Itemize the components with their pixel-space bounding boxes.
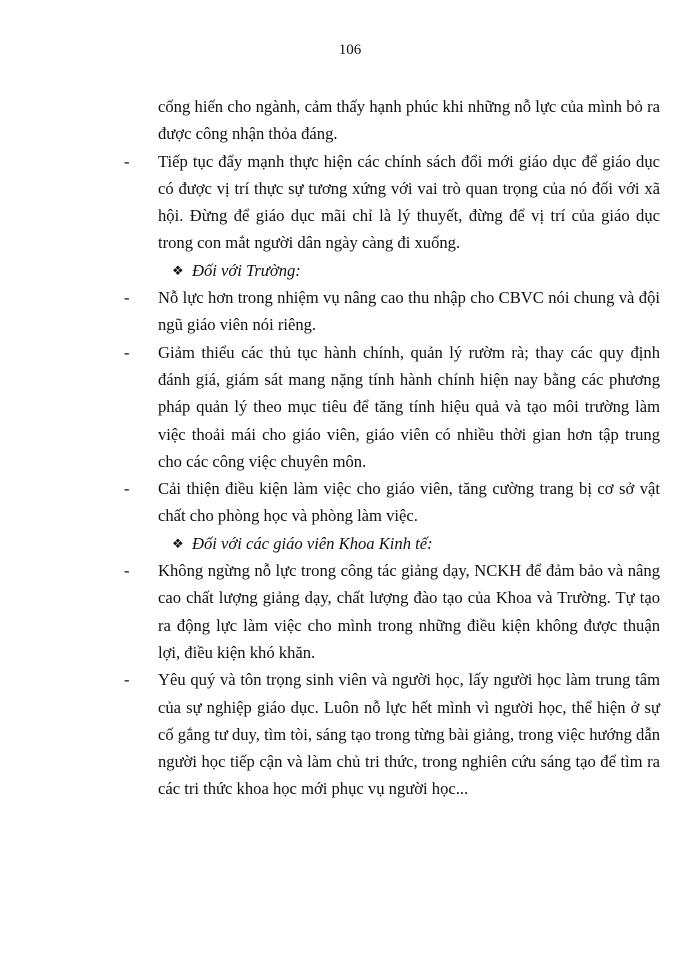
paragraph-text: Không ngừng nỗ lực trong công tác giảng dạy, NCKH để đảm bảo và nâng cao chất lượng giảng dạy, chất lượng đào tạo của Khoa và Trường. Tự tạo ra động lực làm việc cho mình trong những điều kiện không được thuận lợi, điều kiện khó khăn. [158, 561, 660, 662]
dash-bullet-marker: - [124, 151, 130, 171]
dash-bullet-marker: - [124, 288, 130, 308]
paragraph-text: Cải thiện điều kiện làm việc cho giáo viên, tăng cường trang bị cơ sở vật chất cho phòng học và phòng làm việc. [158, 479, 660, 526]
bullet-item [120, 666, 660, 802]
continuation-paragraph [120, 93, 660, 148]
section-heading-text: Đối với Trường: [192, 260, 301, 280]
section-heading [120, 257, 660, 284]
dash-bullet-marker: - [124, 342, 130, 362]
paragraph-text: Yêu quý và tôn trọng sinh viên và người học, lấy người học làm trung tâm của sự nghiệp giáo dục. Luôn nỗ lực hết mình vì người học, thể hiện ở sự cố gắng tư duy, tìm tòi, sáng tạo trong từng bài giảng, trong việc hướng dẫn người học tiếp cận và làm chủ tri thức, trong nghiên cứu sáng tạo để tìm ra các tri thức khoa học mới phục vụ người học... [158, 670, 660, 799]
dash-bullet-marker: - [124, 561, 130, 581]
page-number: 106 [338, 42, 362, 58]
section-heading-text: Đối với các giáo viên Khoa Kinh tế: [192, 533, 433, 553]
paragraph-text: Tiếp tục đẩy mạnh thực hiện các chính sách đổi mới giáo dục để giáo dục có được vị trí thực sự tương xứng với vai trò quan trọng của nó đối với xã hội. Đừng để giáo dục mãi chỉ là lý thuyết, đừng để vị trí của giáo dục trong con mắt người dân ngày càng đi xuống. [158, 151, 660, 253]
section-heading [120, 530, 660, 557]
paragraph-text: cống hiến cho ngành, cảm thấy hạnh phúc khi những nỗ lực của mình bỏ ra được công nhận thỏa đáng. [158, 97, 660, 144]
dash-bullet-marker: - [124, 670, 130, 690]
bullet-item [120, 148, 660, 257]
diamond-bullet-icon: ❖ [172, 262, 184, 278]
diamond-bullet-icon: ❖ [172, 535, 184, 551]
bullet-item [120, 284, 660, 339]
bullet-item [120, 557, 660, 666]
bullet-item [120, 475, 660, 530]
paragraph-text: Giảm thiểu các thủ tục hành chính, quản lý rườm rà; thay các quy định đánh giá, giám sát mang nặng tính hành chính hiện nay bằng các phương pháp quản lý theo mục tiêu để tăng tính hiệu quả và tạo môi trường làm việc thoải mái cho giáo viên, giáo viên có nhiều thời gian hơn tập trung cho các công việc chuyên môn. [158, 342, 660, 471]
paragraph-text: Nỗ lực hơn trong nhiệm vụ nâng cao thu nhập cho CBVC nói chung và đội ngũ giáo viên nói riêng. [158, 288, 660, 335]
page-content [120, 93, 660, 803]
bullet-item [120, 339, 660, 475]
dash-bullet-marker: - [124, 479, 130, 499]
